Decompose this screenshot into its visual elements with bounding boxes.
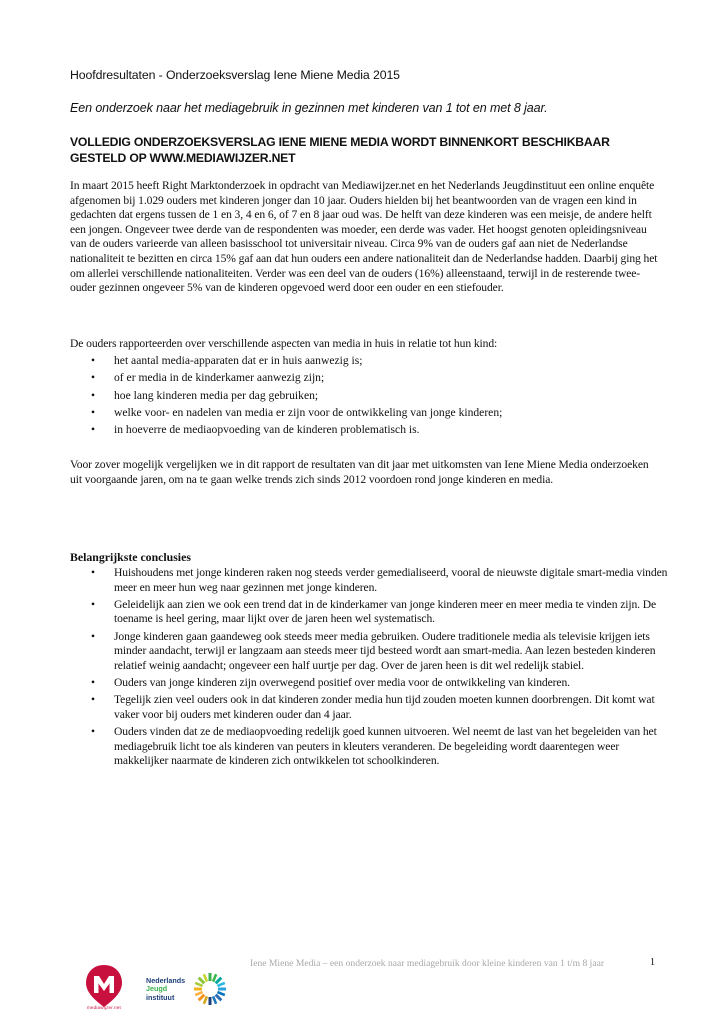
bullet: • bbox=[91, 693, 95, 707]
list-item: • Ouders vinden dat ze de mediaopvoeding redelijk goed kunnen uitvoeren. Wel neemt de last van het begeleiden van het mediagebruik licht toe als kinderen van peuters in kleuters veranderen. De begeleiding wordt daarentegen weer makkelijker naarmate de kinderen zich ontwikkelen tot schoolkinderen. bbox=[91, 724, 657, 768]
mediawijzer-logo-label: mediawijzer.net bbox=[86, 1005, 121, 1010]
list-item: • Geleidelijk aan zien we ook een trend dat in de kinderkamer van jonge kinderen meer en meer media te vinden zijn. De toename is heel gering, maar lijkt over de jaren heen wel systematisch. bbox=[91, 597, 657, 626]
list-item: • Ouders van jonge kinderen zijn overwegend positief over media voor de ontwikkeling van kinderen. bbox=[91, 675, 570, 689]
bullet: • bbox=[91, 388, 96, 402]
list-item: • Jonge kinderen gaan gaandeweg ook steeds meer media gebruiken. Oudere traditionele media als televisie krijgen iets minder aandacht, terwijl er langzaam aan steeds meer tijd besteed wordt aan smart-media. Aan lezen besteden kinderen relatief weinig aandacht; ongeveer een half uurtje per dag. Over de jaren heen is dit wel redelijk stabiel. bbox=[91, 629, 656, 672]
bullet: • bbox=[91, 423, 96, 437]
list-item: • of er media in de kinderkamer aanwezig zijn; bbox=[70, 369, 670, 386]
document-subtitle: Een onderzoek naar het mediagebruik in gezinnen met kinderen van 1 tot en met 8 jaar. bbox=[70, 101, 548, 115]
page-number: 1 bbox=[650, 957, 655, 968]
aspects-lead: De ouders rapporteerden over verschillende aspecten van media in huis in relatie tot hun kind: bbox=[70, 337, 498, 350]
bullet: • bbox=[91, 597, 95, 611]
nji-logo-icon bbox=[192, 971, 228, 1007]
bullet: • bbox=[91, 566, 95, 579]
conclusions-list bbox=[70, 566, 670, 771]
intro-paragraph: In maart 2015 heeft Right Marktonderzoek in opdracht van Mediawijzer.net en het Nederlands Jeugdinstituut een online enquête afgenomen bij 1.029 ouders met kinderen jonger dan 10 jaar. Ouders hielden bij het beantwoorden van de vragen een kind in gedachten dat ergens tussen de 1 en 3, 4 en 6, of 7 en 8 jaar oud was. De helft van deze kinderen was een meisje, de andere helft een jongen. Ongeveer twee derde van de respondenten was moeder, een derde was vader. Het hoogst genoten opleidingsniveau van de ouders varieerde van alleen basisschool tot universitair niveau. Circa 9% van de ouders gaf aan niet de Nederlandse nationaliteit te bezitten en circa 15% gaf aan dat hun ouders een andere nationaliteit dan de Nederlandse hadden. Daarbij ging het om allerlei verschillende nationaliteiten. Verder was een deel van de ouders (16%) alleenstaand, terwijl in de resterende twee-ouder gezinnen ongeveer 5% van de kinderen opgevoed werd door een ouder en een stiefouder. bbox=[70, 179, 658, 295]
bullet: • bbox=[91, 629, 95, 643]
comparison-paragraph: Voor zover mogelijk vergelijken we in dit rapport de resultaten van dit jaar met uitkomsten van Iene Miene Media onderzoeken uit voorgaande jaren, om na te gaan welke trends zich sinds 2012 voordoen rond jonge kinderen en media. bbox=[70, 458, 649, 486]
bullet: • bbox=[91, 724, 95, 738]
document-title: Hoofdresultaten - Onderzoeksverslag Iene Miene Media 2015 bbox=[70, 68, 400, 82]
nji-logo-text: Nederlands Jeugd instituut bbox=[146, 976, 186, 1002]
announcement: VOLLEDIG ONDERZOEKSVERSLAG IENE MIENE MEDIA WORDT BINNENKORT BESCHIKBAAR GESTELD OP WWW.MEDIAWIJZER.NET bbox=[70, 135, 610, 165]
list-item: • hoe lang kinderen media per dag gebruiken; bbox=[70, 387, 670, 404]
list-item: • het aantal media-apparaten dat er in huis aanwezig is; bbox=[70, 352, 670, 369]
bullet: • bbox=[91, 354, 96, 367]
bullet: • bbox=[91, 405, 96, 419]
mediawijzer-logo-icon bbox=[84, 963, 124, 1009]
bullet: • bbox=[91, 371, 96, 385]
list-item: • Huishoudens met jonge kinderen raken nog steeds verder gemedialiseerd, vooral de nieuwste digitale smart-media vinden meer en meer hun weg naar gezinnen met jonge kinderen. bbox=[91, 566, 668, 594]
list-item: • in hoeverre de mediaopvoeding van de kinderen problematisch is. bbox=[70, 421, 670, 438]
aspects-list bbox=[70, 352, 670, 438]
list-item: • Tegelijk zien veel ouders ook in dat kinderen zonder media hun tijd zouden moeten kunnen doorbrengen. Dit komt wat vaker voor bij ouders met kinderen ouder dan 4 jaar. bbox=[91, 693, 655, 721]
bullet: • bbox=[91, 675, 95, 689]
list-item: • welke voor- en nadelen van media er zijn voor de ontwikkeling van jonge kinderen; bbox=[70, 404, 670, 421]
conclusions-heading: Belangrijkste conclusies bbox=[70, 550, 191, 564]
footer-text: Iene Miene Media – een onderzoek naar mediagebruik door kleine kinderen van 1 t/m 8 jaar bbox=[250, 958, 605, 969]
